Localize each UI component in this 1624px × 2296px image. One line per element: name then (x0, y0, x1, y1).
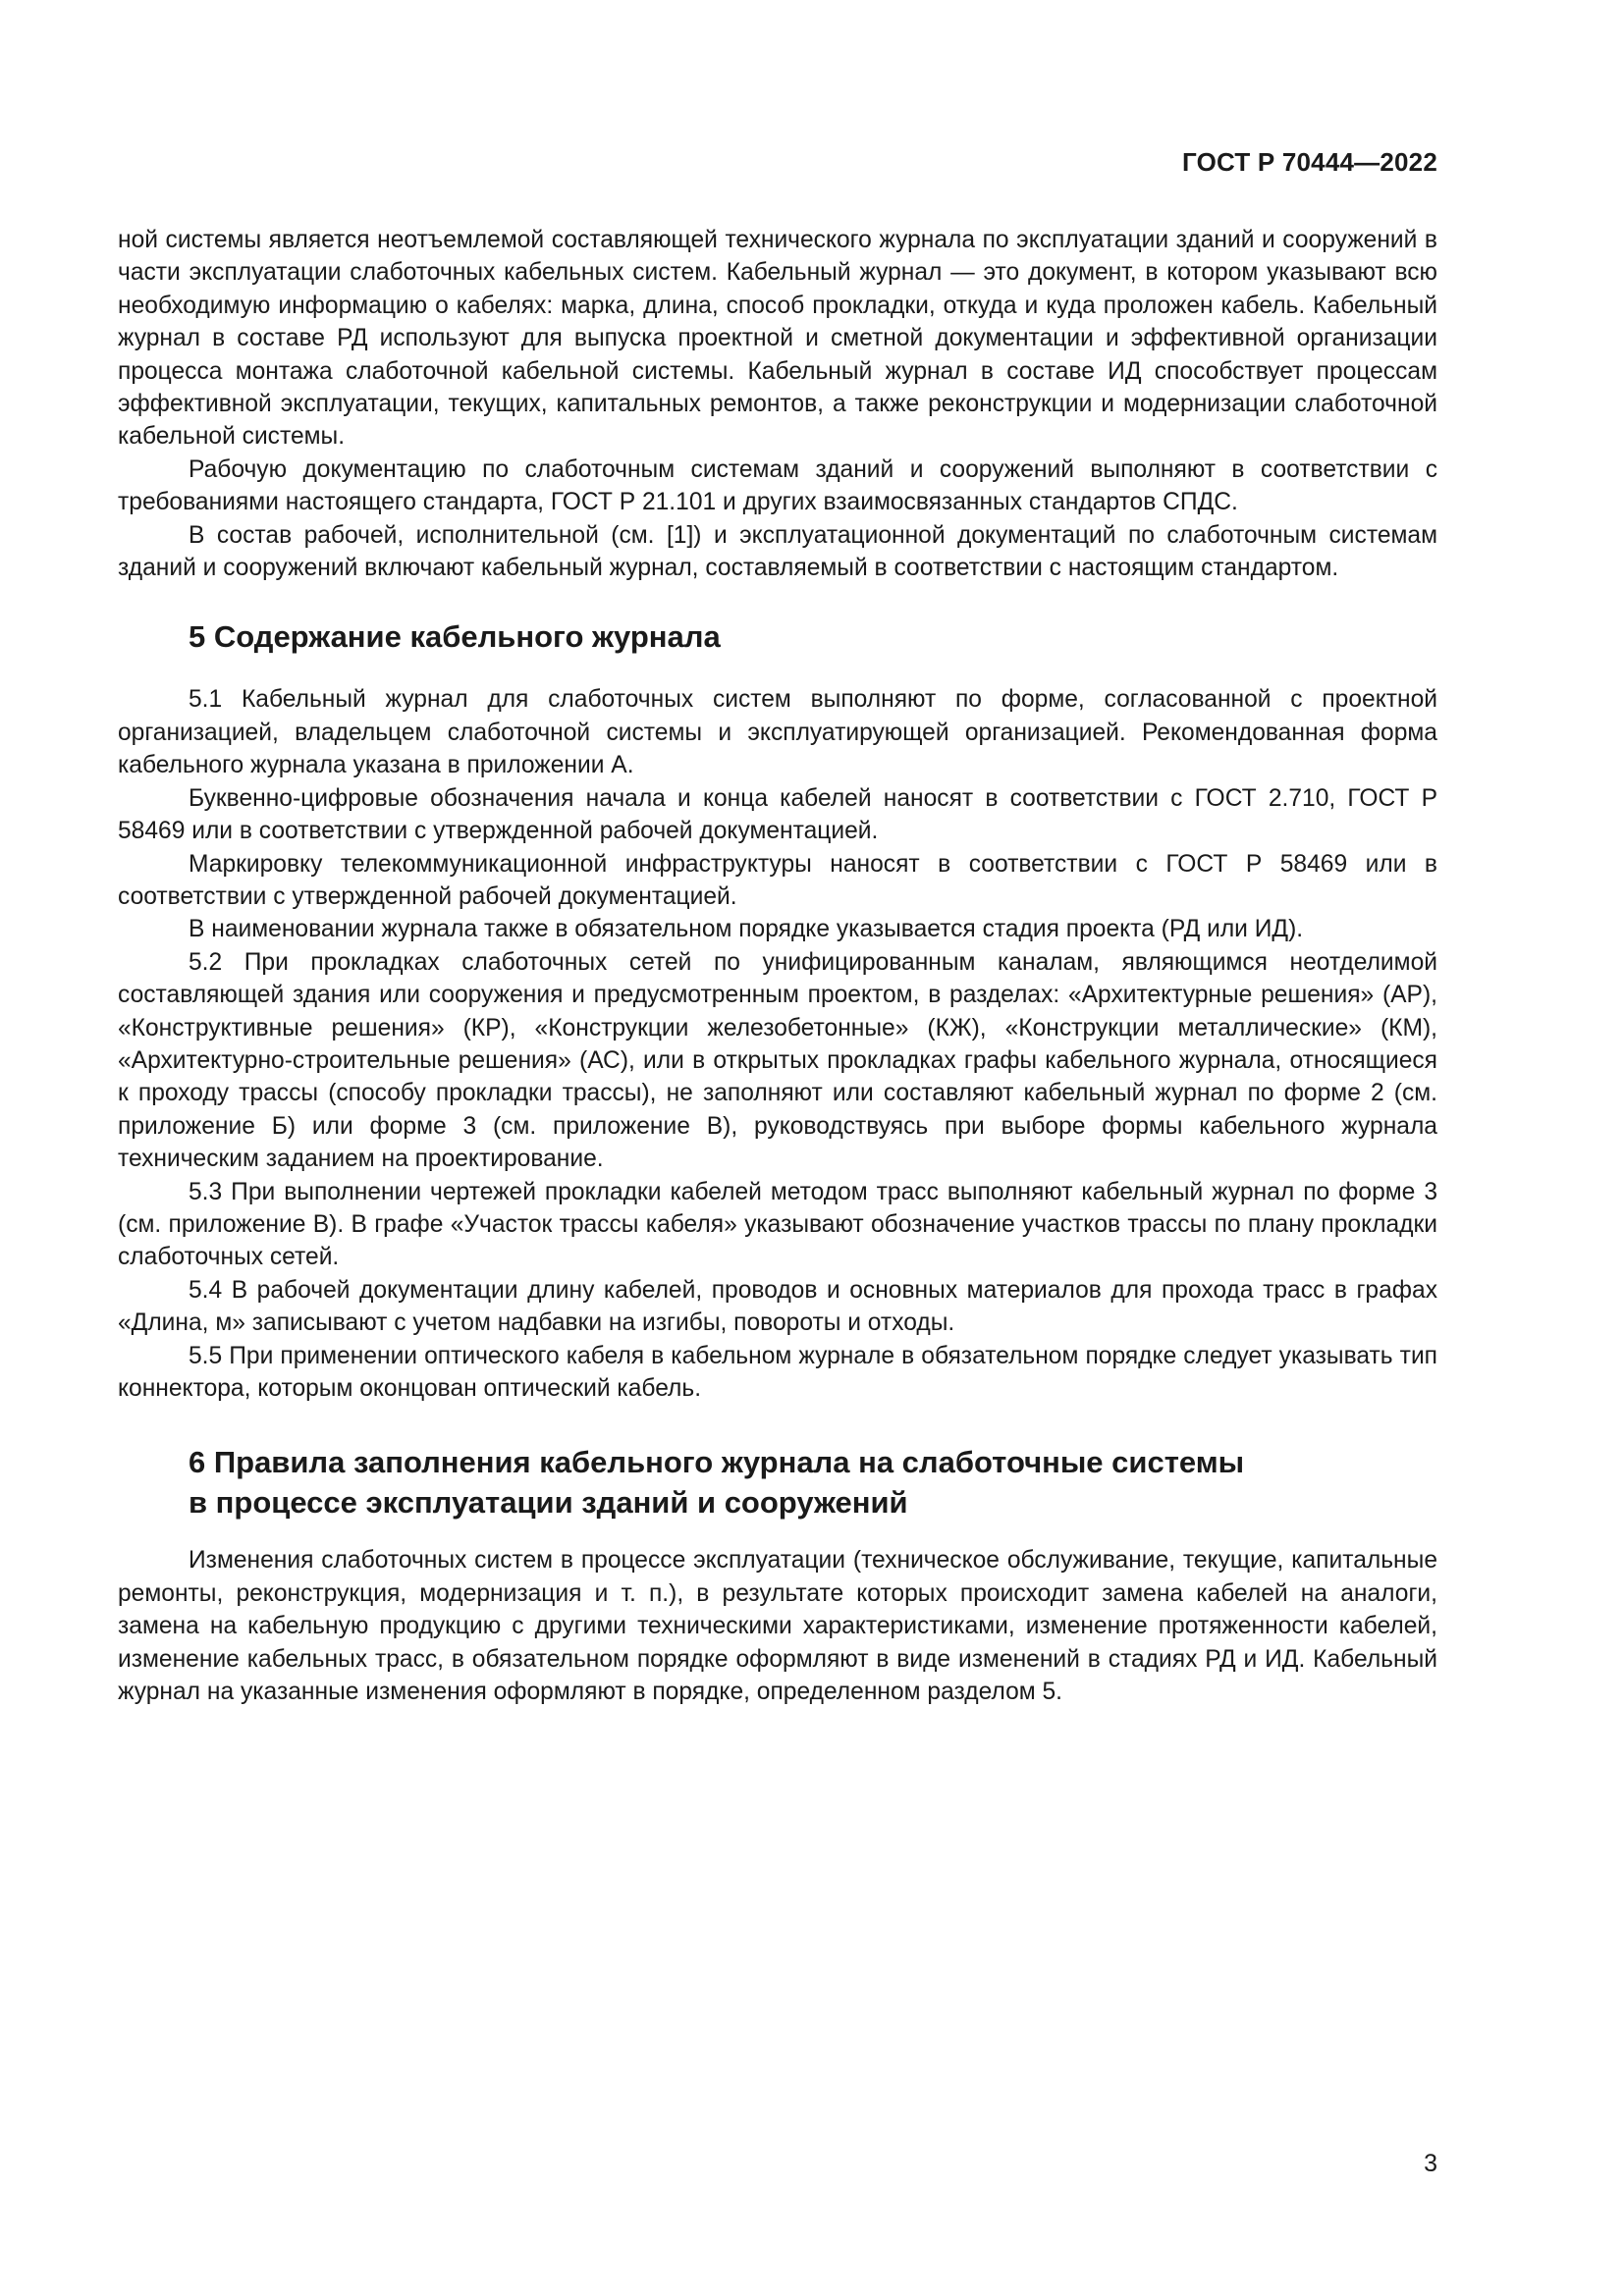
paragraph: 5.4 В рабочей документации длину кабелей, проводов и основных материалов для прохода трасс в графах «Длина, м» записывают с учетом надбавки на изгибы, повороты и отходы. (118, 1276, 1437, 1337)
paragraph: Маркировку телекоммуникационной инфраструктуры наносят в соответствии с ГОСТ Р 58469 или в соответствии с утвержденной рабочей документацией. (118, 850, 1437, 910)
section-heading-line: в процессе эксплуатации зданий и сооружений (189, 1485, 908, 1521)
paragraph: В наименовании журнала также в обязательном порядке указывается стадия проекта (РД или ИД). (189, 916, 1304, 943)
section-heading: 5 Содержание кабельного журнала (189, 619, 721, 655)
document-header: ГОСТ Р 70444—2022 (1182, 147, 1437, 177)
paragraph: 5.5 При применении оптического кабеля в кабельном журнале в обязательном порядке следует указывать тип коннектора, которым оконцован оптический кабель. (118, 1342, 1437, 1402)
paragraph: 5.2 При прокладках слаботочных сетей по унифицированным каналам, являющимся неотделимой составляющей здания или сооружения и предусмотренным проектом, в разделах: «Архитектурные решения» (АР), «Конструктивные решения» (КР), «Конструкции железобетонные» (КЖ), «Конструкции металлические» (КМ), «Архитектурно-строительные решения» (АС), или в открытых прокладках графы кабельного журнала, относящиеся к проходу трассы (способу прокладки трассы), не заполняют или составляют кабельный журнал по форме 2 (см. приложение Б) или форме 3 (см. приложение В), руководствуясь при выборе формы кабельного журнала техническим заданием на проектирование. (118, 948, 1437, 1173)
paragraph: В состав рабочей, исполнительной (см. [1]) и эксплуатационной документаций по слаботочным системам зданий и сооружений включают кабельный журнал, составляемый в соответствии с настоящим стандартом. (118, 521, 1437, 582)
paragraph: Изменения слаботочных систем в процессе эксплуатации (техническое обслуживание, текущие, капитальные ремонты, реконструкция, модернизация и т. п.), в результате которых происходит замена кабелей на аналоги, замена на кабельную продукцию с другими техническими характеристиками, изменение протяженности кабелей, изменение кабельных трасс, в обязательном порядке оформляют в виде изменений в стадиях РД и ИД. Кабельный журнал на указанные изменения оформляют в порядке, определенном разделом 5. (118, 1547, 1437, 1706)
paragraph: 5.3 При выполнении чертежей прокладки кабелей методом трасс выполняют кабельный журнал по форме 3 (см. приложение В). В графе «Участок трассы кабеля» указывают обозначение участков трассы по плану прокладки слаботочных сетей. (118, 1178, 1437, 1271)
paragraph: Рабочую документацию по слаботочным системам зданий и сооружений выполняют в соответствии с требованиями настоящего стандарта, ГОСТ Р 21.101 и других взаимосвязанных стандартов СПДС. (118, 455, 1437, 516)
paragraph: ной системы является неотъемлемой составляющей технического журнала по эксплуатации зданий и сооружений в части эксплуатации слаботочных кабельных систем. Кабельный журнал — это документ, в котором указывают всю необходимую информацию о кабелях: марка, длина, способ прокладки, откуда и куда проложен кабель. Кабельный журнал в составе РД используют для выпуска проектной и сметной документации и эффективной организации процесса монтажа слаботочной кабельной системы. Кабельный журнал в составе ИД способствует процессам эффективной эксплуатации, текущих, капитальных ремонтов, а также реконструкции и модернизации слаботочной кабельной системы. (118, 227, 1437, 451)
page-number: 3 (1424, 2150, 1437, 2177)
paragraph: Буквенно-цифровые обозначения начала и конца кабелей наносят в соответствии с ГОСТ 2.710, ГОСТ Р 58469 или в соответствии с утвержденной рабочей документацией. (118, 784, 1437, 845)
paragraph: 5.1 Кабельный журнал для слаботочных систем выполняют по форме, согласованной с проектной организацией, владельцем слаботочной системы и эксплуатирующей организацией. Рекомендованная форма кабельного журнала указана в приложении А. (118, 686, 1437, 779)
section-heading-line: 6 Правила заполнения кабельного журнала на слаботочные системы (189, 1445, 1245, 1480)
section-heading (118, 1442, 1437, 1522)
document-body (118, 224, 1437, 1708)
